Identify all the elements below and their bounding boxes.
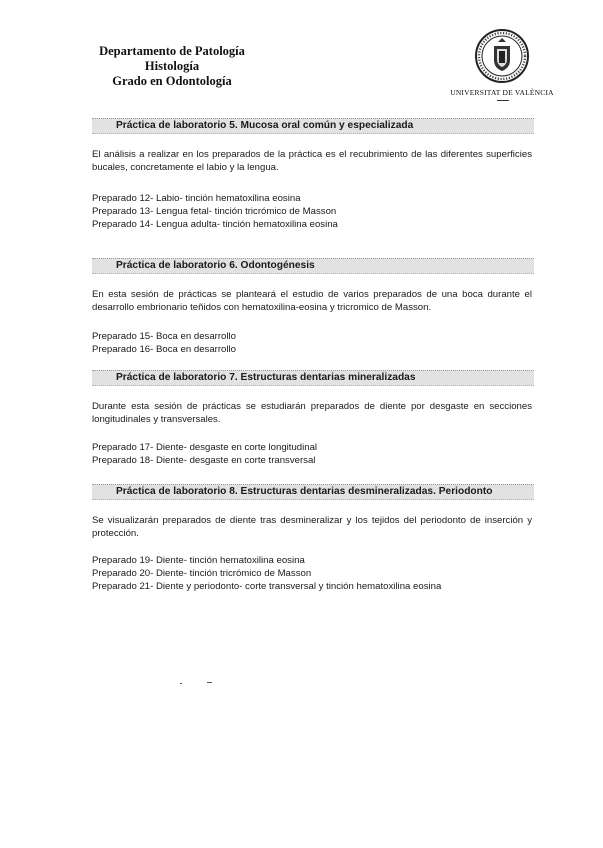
section-header-practice-6: [92, 258, 534, 274]
list-item: Preparado 16- Boca en desarrollo: [92, 344, 236, 355]
section-title: Práctica de laboratorio 6. Odontogénesis: [116, 260, 315, 271]
university-name: UNIVERSITAT DE VALÈNCIA: [450, 88, 554, 97]
section-title: Práctica de laboratorio 8. Estructuras dentarias desmineralizadas. Periodonto: [116, 486, 493, 497]
section-title: Práctica de laboratorio 5. Mucosa oral común y especializada: [116, 120, 414, 131]
section-header-practice-7: [92, 370, 534, 386]
university-seal-icon: [474, 28, 530, 84]
list-item: Preparado 18- Diente- desgaste en corte transversal: [92, 455, 316, 466]
section-description: Se visualizarán preparados de diente tras desmineralizar y los tejidos del periodonto de inserción y protección.: [92, 515, 532, 539]
subject-name: Histología: [144, 59, 200, 73]
section-description: El análisis a realizar en los preparados de la práctica es el recubrimiento de las diferentes superficies bucales, concretamente el labio y la lengua.: [92, 149, 532, 173]
scan-speck: [180, 683, 182, 684]
preparation-list: [92, 330, 236, 356]
section-description: Durante esta sesión de prácticas se estudiarán preparados de diente por desgaste en secciones longitudinales y transversales.: [92, 401, 532, 425]
list-item: Preparado 15- Boca en desarrollo: [92, 331, 236, 342]
preparation-list: [92, 441, 317, 467]
list-item: Preparado 19- Diente- tinción hematoxilina eosina: [92, 555, 305, 566]
section-description: En esta sesión de prácticas se planteará el estudio de varios preparados de una boca durante el desarrollo embrionario teñidos con hematoxilina-eosina y tricromico de Masson.: [92, 289, 532, 313]
department-name: Departamento de Patología: [99, 44, 245, 58]
list-item: Preparado 13- Lengua fetal- tinción tricrómico de Masson: [92, 206, 337, 217]
list-item: Preparado 21- Diente y periodonto- corte transversal y tinción hematoxilina eosina: [92, 581, 442, 592]
list-item: Preparado 14- Lengua adulta- tinción hematoxilina eosina: [92, 219, 338, 230]
department-header: [72, 44, 272, 89]
list-item: Preparado 20- Diente- tinción tricrómico de Masson: [92, 568, 312, 579]
section-header-practice-5: [92, 118, 534, 134]
section-title: Práctica de laboratorio 7. Estructuras dentarias mineralizadas: [116, 372, 416, 383]
preparation-list: [92, 192, 338, 231]
list-item: Preparado 17- Diente- desgaste en corte longitudinal: [92, 442, 318, 453]
list-item: Preparado 12- Labio- tinción hematoxilina eosina: [92, 193, 301, 204]
preparation-list: [92, 554, 441, 593]
degree-name: Grado en Odontología: [112, 74, 232, 88]
scan-speck: [207, 682, 212, 683]
section-header-practice-8: [92, 484, 534, 500]
divider: [497, 100, 509, 101]
